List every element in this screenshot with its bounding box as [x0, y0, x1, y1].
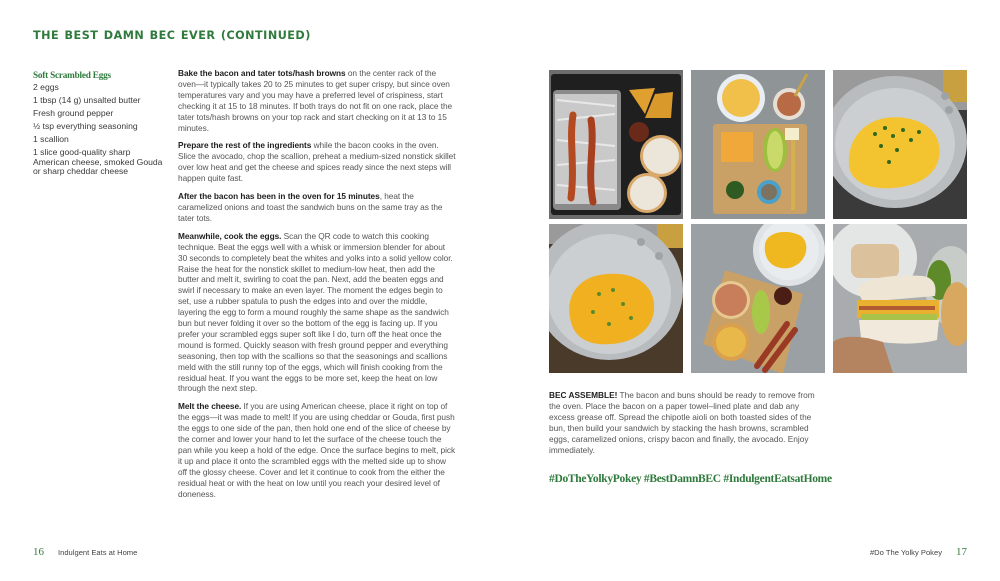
running-title-left: Indulgent Eats at Home [58, 548, 138, 557]
photo-grid [549, 70, 968, 373]
photo-cheesy-eggs-pan [549, 224, 683, 373]
recipe-steps [178, 68, 456, 507]
assemble-text: The bacon and buns should be ready to remove from the oven. Place the bacon on a paper towel–lined plate and dab any excess grease off. Spread the chipotle aioli on both toasted sides of the bun, then build your sandwich by stacking the hash browns, scrambled eggs, caramelized onions, crispy bacon and finally, the avocado. Enjoy immediately. [549, 390, 815, 455]
photo-ingredients-board [691, 70, 825, 219]
step-lead: Melt the cheese. [178, 401, 242, 412]
running-title-right: #Do The Yolky Pokey [869, 548, 942, 557]
step-lead: After the bacon has been in the oven for 15 minutes [178, 191, 380, 202]
ingredient-item: 2 eggs [33, 82, 59, 92]
ingredient-item: 1 scallion [33, 133, 69, 144]
step-toast-buns [178, 191, 456, 224]
step-bake-bacon [178, 68, 456, 133]
step-lead: Bake the bacon and tater tots/hash browns [178, 68, 346, 78]
photo-bacon-tray [549, 70, 683, 219]
step-melt-cheese [178, 401, 456, 499]
ingredients-list [33, 70, 165, 180]
step-text: on the center rack of the oven—it typically takes 20 to 25 minutes to get super crispy, but since oven temperatures vary and you may have a preferred level of crispiness, start checking it at 15 to 18 minutes. If both trays do not fit on one rack, place the tater tots/hash browns on your top rack and start checking on it at 13 to 15 minutes. [178, 68, 453, 133]
step-text: Scan the QR code to watch this cooking technique. Beat the eggs well with a whisk or immersion blender for about 30 seconds to completely beat the whites and yolks into a solid yellow color. Raise the heat for the nonstick skillet to medium-low heat, then add the butter and melt it, swirling to coat the pan. Next, add the beaten eggs and swirl if necessary to make an even layer. The moment the edges begin to set, use a rubber spatula to push the edges into and over the middle, layering the egg to form a mound roughly the same shape as the sandwich bun but never folding it over so the bottom of the egg is facing up. If you prefer your scrambled eggs super soft like I do, turn off the heat once the mound is formed. Quickly season with fresh ground pepper and everything seasoning, then top with the scallions so that the seasonings and scallions meld with the still runny top of the eggs, which will finish cooking from the residual heat. If you want the eggs to be more set, keep the heat on low through the next step. [178, 230, 453, 394]
step-cook-eggs [178, 231, 456, 395]
footer-left [33, 546, 137, 558]
photo-eggs-in-pan [833, 70, 967, 219]
step-lead: Meanwhile, cook the eggs. [178, 230, 282, 241]
page-number-left: 16 [33, 546, 44, 558]
step-text: , heat the caramelized onions and toast the sandwich buns on the same tray as the tater tots. [178, 191, 443, 223]
ingredient-item: Fresh ground pepper [33, 107, 114, 118]
ingredient-item: 1 slice good-quality sharp American cheese, smoked Gouda or sharp cheddar cheese [33, 146, 163, 177]
step-text: If you are using American cheese, place it right on top of the eggs—it was made to melt! If you are using cheddar or Gouda, first push the eggs to one side of the pan, then hold one end of the slice of cheese by the corner and lower your hand to let the surface of the cheese touch the pan while you keep a hold of the edge. Once the surface begins to melt, pick it up and place it onto the scrambled eggs with the melted side up to show off the glossy cheese. Cover and let it continue to cook from the either the residual heat or with the heat on low until you reach your desired level of doneness. [178, 401, 456, 499]
page-number-right: 17 [956, 546, 967, 558]
step-lead: Prepare the rest of the ingredients [178, 140, 312, 151]
ingredient-item: ½ tsp everything seasoning [33, 120, 138, 131]
ingredients-heading: Soft Scrambled Eggs [33, 70, 111, 80]
step-prepare [178, 140, 456, 184]
photo-sandwich-assembly [691, 224, 825, 373]
ingredient-item: 1 tbsp (14 g) unsalted butter [33, 94, 141, 105]
assemble-lead: BEC ASSEMBLE! [549, 390, 618, 400]
step-text: while the bacon cooks in the oven. Slice the avocado, chop the scallion, preheat a medium-sized nonstick skillet over low heat and get the cheese and spices ready since the next steps will happen quite fast. [178, 140, 456, 184]
page-title: THE BEST DAMN BEC EVER (CONTINUED) [33, 29, 311, 42]
hashtags: #DoTheYolkyPokey #BestDamnBEC #IndulgentEatsatHome [549, 473, 832, 485]
photo-finished-sandwich [833, 224, 967, 373]
assemble-step [549, 390, 821, 455]
footer-right [870, 546, 967, 558]
